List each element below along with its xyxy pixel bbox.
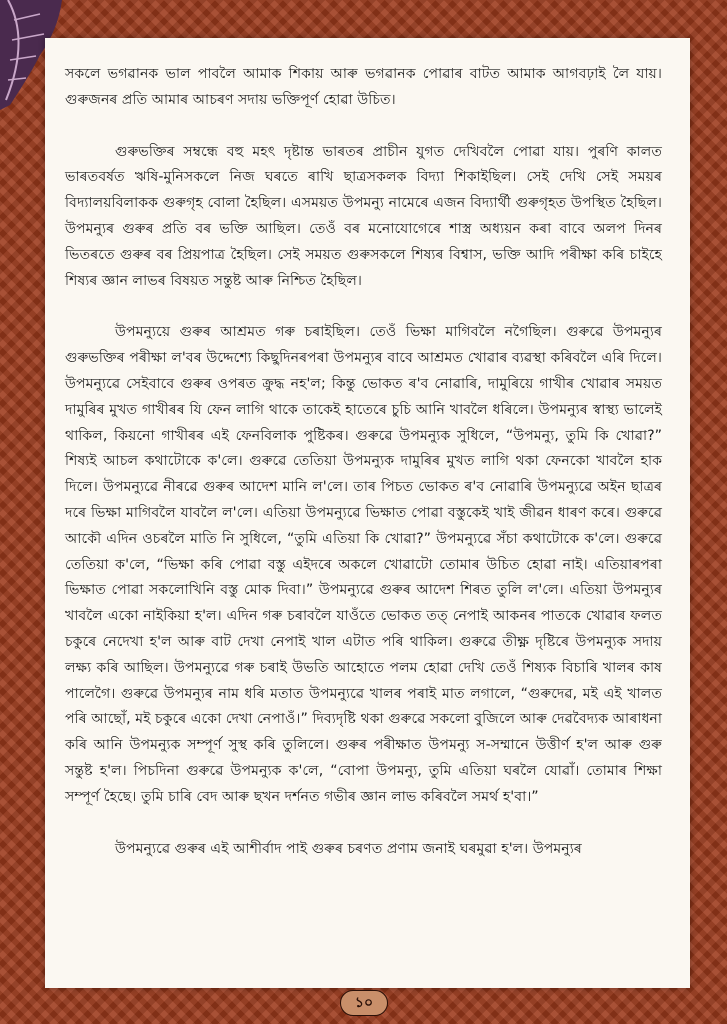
page-number: ১০	[340, 990, 388, 1016]
paragraph-3: উপমন্যুয়ে গুৰুৰ আশ্ৰমত গৰু চৰাইছিল। তেওঁ ভিক্ষা মাগিবলৈ নগৈছিল। গুৰুৱে উপমন্যুৰ গুৰুভক্তিৰ পৰীক্ষা ল'বৰ উদ্দেশ্যে কিছুদিনৰপৰা উপমন্যুৰ বাবে আশ্ৰমত খোৱাৰ ব্যৱস্থা কৰিবলৈ এৰি দিলে। উপমন্যুৱে সেইবাবে গুৰুৰ ওপৰত ক্ৰুদ্ধ নহ'ল; কিন্তু ভোকত ৰ'ব নোৱাৰি, দামুৰিয়ে গাখীৰ খোৱাৰ সময়ত দামুৰিৰ মুখত গাখীৰৰ যি ফেন লাগি থাকে তাকেই হাতেৰে চুচি আনি খাবলৈ ধৰিলে। উপমন্যুৰ স্বাস্থ্য ভালেই থাকিল, কিয়নো গাখীৰৰ এই ফেনবিলাক পুষ্টিকৰ। গুৰুৱে উপমন্যুক সুধিলে, “উপমন্যু, তুমি কি খোৱা?” শিষ্যই আচল কথাটোকে ক'লে। গুৰুৱে তেতিয়া উপমন্যুক দামুৰিৰ মুখত লাগি থকা ফেনকো খাবলৈ হাক দিলে। উপমন্যুৱে নীৰৱে গুৰুৰ আদেশ মানি ল'লে। তাৰ পিচত ভোকত ৰ'ব নোৱাৰি উপমন্যুৱে অইন ছাত্ৰৰ দৰে ভিক্ষা মাগিবলৈ যাবলৈ ল'লে। এতিয়া উপমন্যুৱে ভিক্ষাত পোৱা বস্তুকেই খাই জীৱন ধাৰণ কৰে। গুৰুৱে আকৌ এদিন ওচৰলৈ মাতি নি সুধিলে, “তুমি এতিয়া কি খোৱা?” উপমন্যুৱে সঁচা কথাটোকে ক'লে। গুৰুৱে তেতিয়া ক'লে, “ভিক্ষা কৰি পোৱা বস্তু এইদৰে অকলে খোৱাটো তোমাৰ উচিত হোৱা নাই। এতিয়াৰপৰা ভিক্ষাত পোৱা সকলোখিনি বস্তু মোক দিবা।” উপমন্যুৱে গুৰুৰ আদেশ শিৰত তুলি ল'লে। এতিয়া উপমন্যুৰ খাবলৈ একো নাইকিয়া হ'ল। এদিন গৰু চৰাবলৈ যাওঁতে ভোকত তত্‌ নেপাই আকনৰ পাতকে খোৱাৰ ফলত চকুৰে নেদেখা হ'ল আৰু বাট দেখা নেপাই খাল এটাত পৰি থাকিল। গুৰুৱে তীক্ষ্ণ দৃষ্টিৰে উপমন্যুক সদায় লক্ষ্য কৰি আছিল। উপমন্যুৱে গৰু চৰাই উভতি আহোতে পলম হোৱা দেখি তেওঁ শিষ্যক বিচাৰি খালৰ কাষ পালেগৈ। গুৰুৱে উপমন্যুৰ নাম ধৰি মতাত উপমন্যুৱে খালৰ পৰাই মাত লগালে, “গুৰুদেৱ, মই এই খালত পৰি আছোঁ, মই চকুৰে একো দেখা নেপাওঁ।” দিব্যদৃষ্টি থকা গুৰুৱে সকলো বুজিলে আৰু দেৱবৈদ্যক আৰাধনা কৰি আনি উপমন্যুক সম্পূৰ্ণ সুস্থ কৰি তুলিলে। গুৰুৰ পৰীক্ষাত উপমন্যু স-সম্মানে উত্তীৰ্ণ হ'ল আৰু গুৰু সন্তুষ্ট হ'ল। পিচদিনা গুৰুৱে উপমন্যুক ক'লে, “বোপা উপমন্যু, তুমি এতিয়া ঘৰলৈ যোৱাঁ। তোমাৰ শিক্ষা সম্পূৰ্ণ হৈছে। তুমি চাৰি বেদ আৰু ছখন দৰ্শনত গভীৰ জ্ঞান লাভ কৰিবলৈ সমৰ্থ হ'বা।”	[65, 324, 662, 805]
paragraph-2: গুৰুভক্তিৰ সম্বন্ধে বহু মহৎ দৃষ্টান্ত ভাৰতৰ প্ৰাচীন যুগত দেখিবলৈ পোৱা যায়। পুৰণি কালত ভাৰতবৰ্ষত ঋষি-মুনিসকলে নিজ ঘৰতে ৰাখি ছাত্ৰসকলক বিদ্যা শিকাইছিল। সেই দেখি সেই সময়ৰ বিদ্যালয়বিলাকক গুৰুগৃহ বোলা হৈছিল। এসময়ত উপমন্যু নামেৰে এজন বিদ্যাৰ্থী গুৰুগৃহত উপস্থিত হৈছিল। উপমন্যুৰ গুৰুৰ প্ৰতি বৰ ভক্তি আছিল। তেওঁ বৰ মনোযোগেৰে শাস্ত্ৰ অধ্যয়ন কৰা বাবে অলপ দিনৰ ভিতৰতে গুৰুৰ বৰ প্ৰিয়পাত্ৰ হৈছিল। সেই সময়ত গুৰুসকলে শিষ্যৰ বিশ্বাস, ভক্তি আদি পৰীক্ষা কৰি চাইহে শিষ্যৰ জ্ঞান লাভৰ বিষয়ত সন্তুষ্ট আৰু নিশ্চিত হৈছিল।	[65, 143, 662, 289]
paragraph-1: সকলে ভগৱানক ভাল পাবলৈ আমাক শিকায় আৰু ভগৱানক পোৱাৰ বাটত আমাক আগবঢ়াই লৈ যায়। গুৰুজনৰ প্ৰতি আমাৰ আচৰণ সদায় ভক্তিপূৰ্ণ হোৱা উচিত।	[65, 66, 662, 108]
page	[45, 38, 690, 988]
paragraph-4: উপমন্যুৱে গুৰুৰ এই আশীৰ্বাদ পাই গুৰুৰ চৰণত প্ৰণাম জনাই ঘৰমুৱা হ'ল। উপমন্যুৰ	[115, 840, 582, 857]
